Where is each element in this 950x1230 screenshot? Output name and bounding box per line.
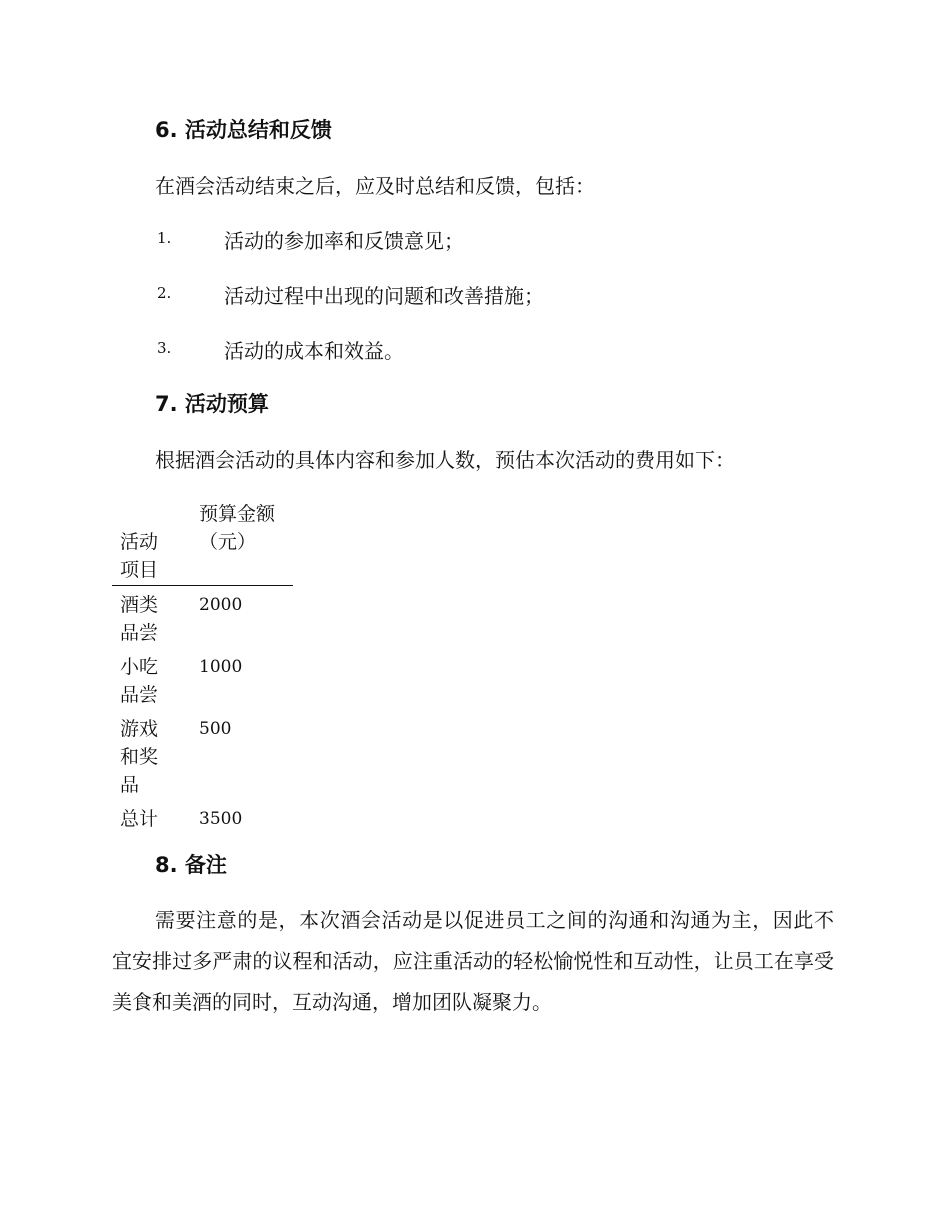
section-8-body: 需要注意的是，本次酒会活动是以促进员工之间的沟通和沟通为主，因此不宜安排过多严肃的议程和活动，应注重活动的轻松愉悦性和互动性，让员工在享受美食和美酒的同时，互动沟通，增加团队凝聚力。 [112, 908, 834, 1014]
section-8-heading: 8. 备注 [155, 853, 227, 877]
table-cell-amount: 2000 [199, 595, 243, 615]
table-header-item: 活动项目 [120, 531, 159, 581]
table-cell-amount: 3500 [199, 809, 243, 829]
list-item-number: 2. [157, 284, 172, 302]
section-7-heading: 7. 活动预算 [155, 392, 269, 416]
section-6-intro: 在酒会活动结束之后，应及时总结和反馈，包括： [155, 174, 595, 198]
section-7-intro: 根据酒会活动的具体内容和参加人数，预估本次活动的费用如下： [155, 448, 735, 472]
table-cell-item: 总计 [120, 808, 159, 830]
table-cell-item: 游戏和奖品 [120, 718, 159, 796]
list-item-text: 活动的成本和效益。 [224, 339, 404, 363]
section-6-heading: 6. 活动总结和反馈 [155, 118, 332, 142]
list-item-number: 1. [157, 229, 172, 247]
table-header-rule [112, 585, 293, 586]
table-cell-item: 小吃品尝 [120, 656, 159, 706]
list-item-text: 活动的参加率和反馈意见； [224, 229, 464, 253]
table-cell-amount: 1000 [199, 657, 243, 677]
list-item-number: 3. [157, 339, 172, 357]
table-cell-amount: 500 [199, 719, 232, 739]
list-item-text: 活动过程中出现的问题和改善措施； [224, 284, 544, 308]
table-header-amount: 预算金额（元） [199, 503, 276, 553]
table-cell-item: 酒类品尝 [120, 594, 159, 644]
